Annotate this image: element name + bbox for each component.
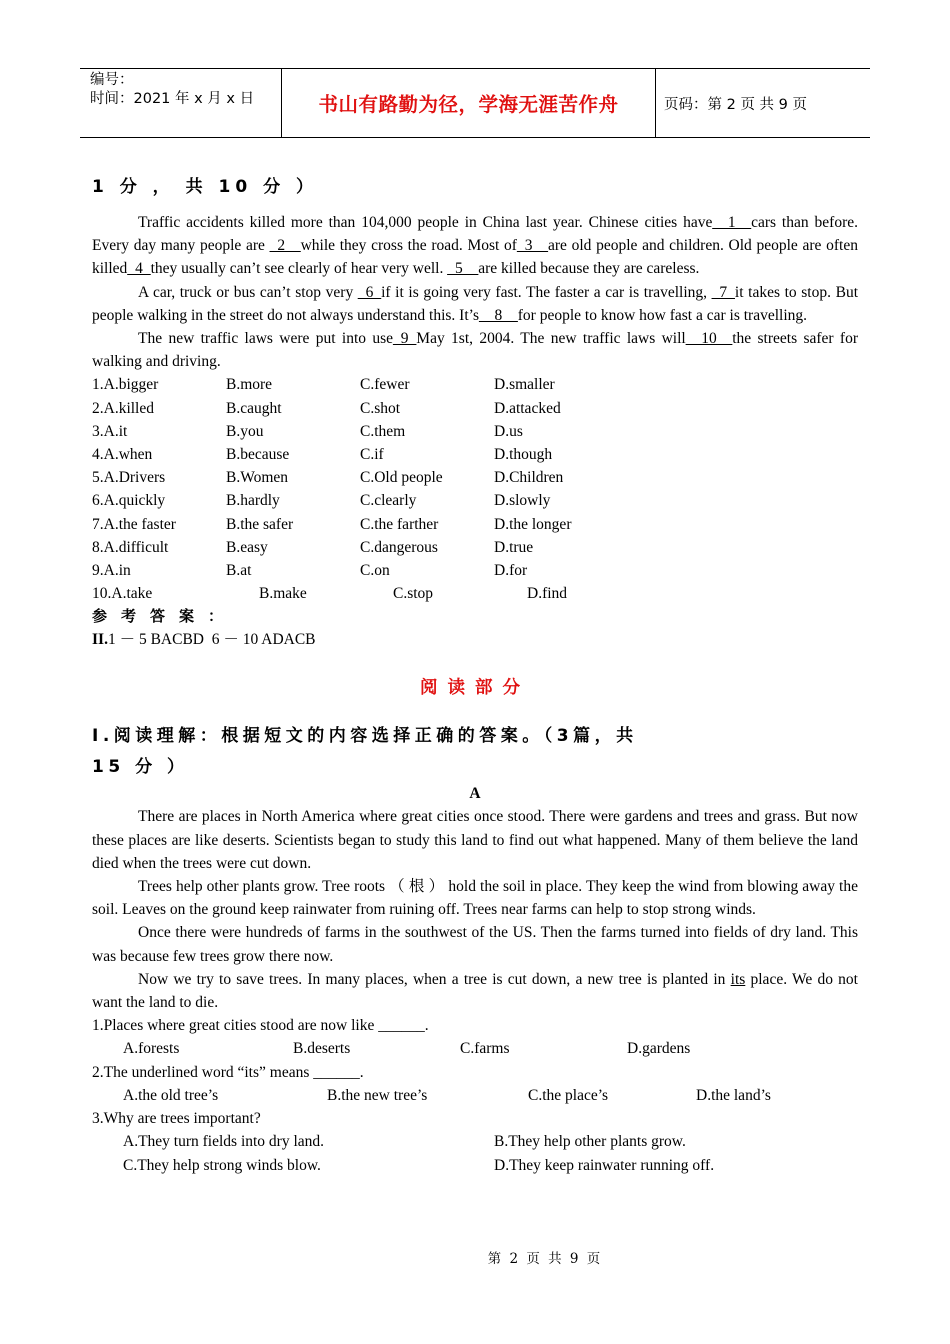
cloze-option-row-2 (92, 397, 858, 420)
option: 1.A.bigger (92, 376, 159, 394)
option: 4.A.when (92, 446, 153, 464)
page-header (80, 68, 870, 138)
cloze-option-row-7 (92, 513, 858, 536)
cloze-option-row-6 (92, 489, 858, 512)
question-2: 2.The underlined word “its” means ______. (92, 1063, 364, 1081)
cloze-blank: __8__ (479, 306, 518, 324)
cloze-text: Traffic accidents killed more than 104,000 people in China last year. Chinese cities have (138, 214, 713, 231)
option: C.clearly (360, 492, 417, 510)
option: 8.A.difficult (92, 538, 169, 556)
option: C.fewer (360, 376, 410, 394)
option: B.make (259, 585, 307, 603)
option: B.hardly (226, 492, 280, 510)
option: C.if (360, 446, 384, 464)
cloze-passage (92, 211, 858, 373)
option: 2.A.killed (92, 399, 154, 417)
option: 3.A.it (92, 422, 128, 440)
cloze-text: are old people and children. Old people are often killed (92, 237, 858, 278)
option: C.stop (393, 585, 434, 603)
cloze-text: they usually can’t see clearly of hear very well. (150, 260, 448, 278)
option: D.gardens (627, 1040, 691, 1058)
footer-page-number: 第 2 页 共 9 页 (487, 1251, 603, 1267)
option: B.caught (226, 399, 282, 417)
cloze-options (92, 373, 858, 582)
option: D.smaller (494, 376, 555, 394)
option: A.forests (123, 1040, 180, 1058)
cloze-blank: _5__ (447, 260, 479, 278)
option: B.because (226, 446, 290, 464)
option: D.true (494, 538, 534, 556)
question-3-options-row1 (92, 1130, 858, 1153)
option: D.slowly (494, 492, 551, 510)
cloze-option-row-3 (92, 420, 858, 443)
question-2-options (92, 1084, 858, 1107)
cloze-option-row-1 (92, 373, 858, 396)
cloze-option-row-10 (92, 582, 858, 605)
rc-title-line1: I.阅读理解：根据短文的内容选择正确的答案。（3篇，共 (92, 726, 638, 747)
cloze-blank: _2__ (269, 237, 301, 255)
cloze-option-row-5 (92, 466, 858, 489)
option: A.the old tree’s (123, 1086, 219, 1104)
cloze-text: it takes to stop. But people walking in the street do not always understand this. It’s (92, 283, 858, 324)
para-text: Now we try to save trees. In many places, when a tree is cut down, a new tree is planted in (138, 970, 731, 988)
header-page-info: 页码：第 2 页 共 9 页 (664, 96, 807, 113)
cloze-text: if it is going very fast. The faster a car is travelling, (381, 283, 712, 301)
cloze-text: A car, truck or bus can’t stop very (138, 283, 358, 301)
cloze-option-row-8 (92, 536, 858, 559)
para-text: place. We do not want the land to die. (92, 970, 858, 1012)
cloze-blank: _3__ (516, 237, 548, 255)
answer-line (92, 628, 858, 651)
cloze-text: are killed because they are careless. (478, 260, 700, 278)
reading-paragraph: There are places in North America where great cities once stood. There were gardens and trees and grass. But now these places are like deserts. Scientists began to study this land to find out what happened. Many of them believe the land died when the trees were cut down. (92, 808, 858, 872)
rc-title-line2: 15 分 ） (92, 757, 189, 778)
option: D.for (494, 562, 528, 580)
option: B.easy (226, 538, 268, 556)
cloze-option-row-9 (92, 559, 858, 582)
cloze-text: the streets safer for walking and driving. (92, 330, 858, 371)
cloze-paragraph (92, 327, 858, 373)
cloze-blank: __1__ (712, 214, 752, 231)
cloze-paragraph (92, 211, 858, 281)
cloze-option-row-4 (92, 443, 858, 466)
option: D.though (494, 446, 553, 464)
cloze-text: May 1st, 2004. The new traffic laws will (416, 330, 686, 348)
option: 9.A.in (92, 562, 131, 580)
option: C.shot (360, 399, 401, 417)
cloze-blank: _9_ (393, 330, 417, 348)
number-label: 编号： (90, 72, 134, 88)
option: C.farms (460, 1040, 510, 1058)
option: D.attacked (494, 399, 561, 417)
option: D.Children (494, 469, 564, 487)
option: B.at (226, 562, 252, 580)
option: C.Old people (360, 469, 443, 487)
reading-paragraph (92, 968, 858, 1014)
page-footer (0, 1247, 950, 1267)
option: C.dangerous (360, 538, 438, 556)
cloze-paragraph (92, 281, 858, 327)
answer-prefix: II. (92, 631, 108, 649)
reading-paragraph: Once there were hundreds of farms in the southwest of the US. Then the farms turned into fields of dry land. This was because few trees grow there now. (92, 924, 858, 965)
option: C.them (360, 422, 406, 440)
cloze-blank: _7_ (711, 283, 735, 301)
reading-questions (92, 1014, 858, 1107)
option: B.Women (226, 469, 289, 487)
option: B.more (226, 376, 273, 394)
option: A.They turn fields into dry land. (123, 1133, 325, 1151)
page-content (92, 176, 858, 1177)
cloze-text: for people to know how fast a car is travelling. (517, 306, 807, 324)
cloze-blank: _6_ (357, 283, 382, 301)
header-meta (80, 69, 280, 137)
option: 7.A.the faster (92, 515, 176, 533)
option: D.the land’s (696, 1086, 771, 1104)
cloze-text: while they cross the road. Most of (300, 237, 517, 255)
question-3-options-row2 (92, 1154, 858, 1177)
question-1-options (92, 1037, 858, 1060)
option: 5.A.Drivers (92, 469, 166, 487)
reading-comprehension-title (92, 719, 858, 754)
option: D.They keep rainwater running off. (494, 1156, 715, 1174)
option: C.They help strong winds blow. (123, 1156, 321, 1174)
cloze-text: The new traffic laws were put into use (138, 330, 394, 348)
passage-label: A (469, 785, 481, 803)
option: 10.A.take (92, 585, 153, 603)
answer-text: 1 － 5 BACBD 6 － 10 ADACB (107, 631, 316, 649)
cloze-text: cars than before. Every day many people are (92, 214, 858, 255)
answer-label: 参考答案： (92, 607, 238, 626)
option: C.the place’s (528, 1086, 609, 1104)
option: C.the farther (360, 515, 439, 533)
question-3: 3.Why are trees important? (92, 1110, 261, 1128)
option: D.find (527, 585, 568, 603)
underlined-word: its (730, 970, 746, 988)
reading-paragraph: Trees help other plants grow. Tree roots （ 根 ） hold the soil in place. They keep the wind from blowing away the soil. Leaves on the ground keep rainwater from ruining off. Trees near farms can help to stop strong winds. (92, 878, 858, 919)
option: C.on (360, 562, 390, 580)
question-1: 1.Places where great cities stood are now like ______. (92, 1017, 429, 1035)
cloze-blank: __10__ (685, 330, 733, 348)
option: D.the longer (494, 515, 572, 533)
header-motto: 书山有路勤为径，学海无涯苦作舟 (281, 69, 656, 137)
cloze-blank: _4_ (127, 260, 151, 278)
option: B.the new tree’s (327, 1086, 428, 1104)
option: B.the safer (226, 515, 294, 533)
option: D.us (494, 422, 523, 440)
option: B.They help other plants grow. (494, 1133, 686, 1151)
option: B.deserts (293, 1040, 351, 1058)
reading-section-title: 阅读部分 (420, 678, 530, 699)
option: 6.A.quickly (92, 492, 166, 510)
time-label: 时间：2021 年 x 月 x 日 (90, 91, 255, 107)
option: B.you (226, 422, 264, 440)
cloze-title: 1 分 ， 共 10 分 ） (92, 177, 318, 197)
